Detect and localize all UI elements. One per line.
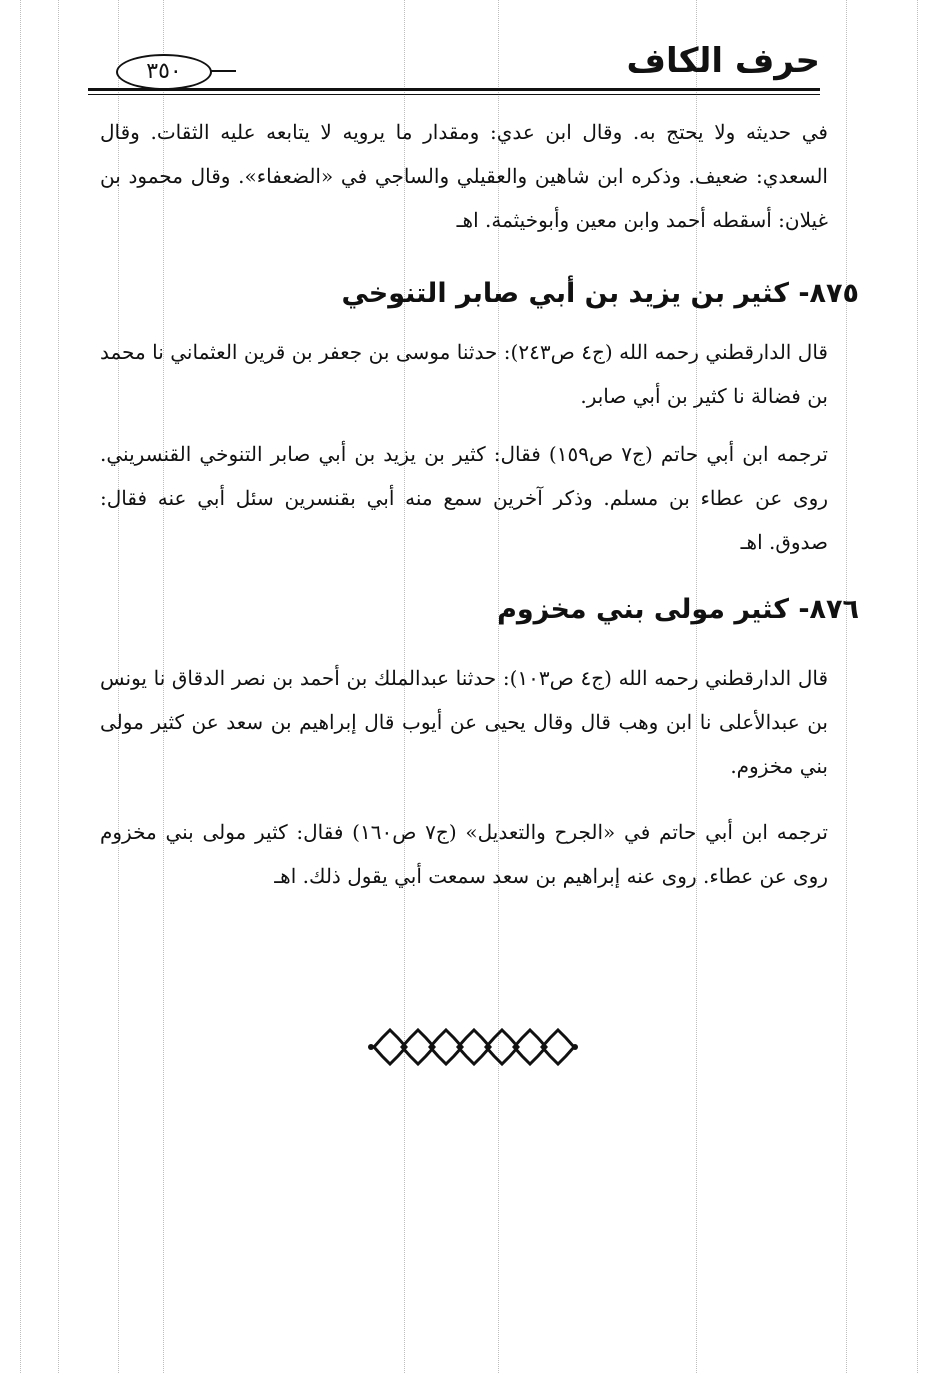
page-header <box>88 38 820 96</box>
header-rule <box>88 88 820 91</box>
entry-paragraph: قال الدارقطني رحمه الله (ج٤ ص١٠٣): حدثنا عبدالملك بن أحمد بن نصر الدقاق نا يونس بن عبدالأعلى نا ابن وهب قال وقال يحيى عن أيوب قال إبراهيم بن سعد عن كثير مولى بني مخزوم. <box>100 666 829 778</box>
page-number: ٣٥٠ <box>116 54 212 90</box>
entry-paragraph: قال الدارقطني رحمه الله (ج٤ ص٢٤٣): حدثنا موسى بن جعفر بن قرين العثماني نا محمد بن فضالة نا كثير بن أبي صابر. <box>100 340 828 408</box>
decorative-star-chain-icon <box>368 1024 578 1070</box>
guide-line <box>58 0 59 1373</box>
entry-paragraph: ترجمه ابن أبي حاتم في «الجرح والتعديل» (ج٧ ص١٦٠) فقال: كثير مولى بني مخزوم روى عن عطاء. روى عنه إبراهيم بن سعد سمعت أبي يقول ذلك. اهـ <box>100 820 828 888</box>
entry-title: ٨٧٥- كثير بن يزيد بن أبي صابر التنوخي <box>341 278 859 309</box>
guide-line <box>917 0 918 1373</box>
entry-paragraph: ترجمه ابن أبي حاتم (ج٧ ص١٥٩) فقال: كثير بن يزيد بن أبي صابر التنوخي القنسريني. روى عن عطاء بن مسلم. وذكر آخرين سمع منه أبي بقنسرين سئل أبي عنه فقال: صدوق. اهـ <box>100 442 828 554</box>
intro-paragraph: في حديثه ولا يحتج به. وقال ابن عدي: ومقدار ما يرويه لا يتابعه عليه الثقات. وقال السعدي: ضعيف. وذكره ابن شاهين والعقيلي والساجي في «الضعفاء». وقال محمود بن غيلان: أسقطه أحمد وابن معين وأبوخيثمة. اهـ <box>100 120 828 232</box>
guide-line <box>846 0 847 1373</box>
chapter-title: حرف الكاف <box>626 41 820 81</box>
header-rule-thin <box>88 94 820 95</box>
entry-title: ٨٧٦- كثير مولى بني مخزوم <box>497 594 859 625</box>
guide-line <box>20 0 21 1373</box>
